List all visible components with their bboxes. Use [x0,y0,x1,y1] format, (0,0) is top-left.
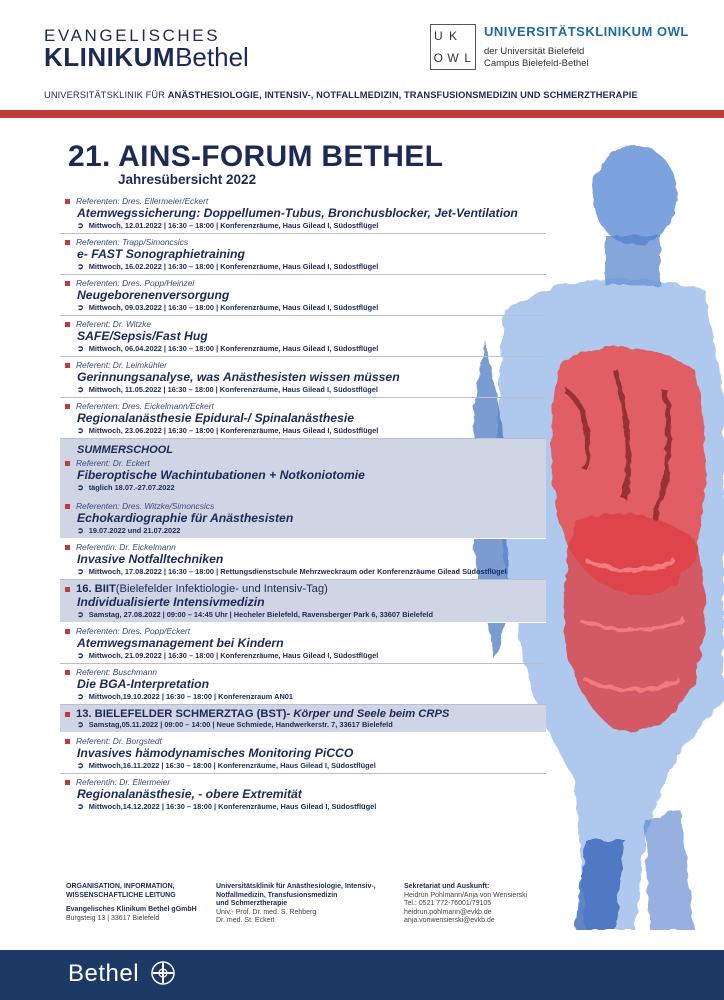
department-line [44,90,638,100]
footer-heading: ORGANISATION, INFORMATION, [66,883,175,890]
event-meta [77,720,546,729]
event-item [60,398,546,439]
event-item [60,664,546,705]
arrow-icon: ➲ [77,344,84,353]
ekb-logo-top: EVANGELISCHES [44,26,221,45]
header [0,0,724,110]
arrow-icon: ➲ [77,692,84,701]
speaker-text: Referent: Dr. Borgstedt [76,736,162,746]
meta-text: Mittwoch, 21.09.2022 | 16:30 – 18:00 | Konferenzräume, Haus Gilead I, Südostflügel [88,651,379,660]
arrow-icon: ➲ [77,761,84,770]
meta-text: Mittwoch,19.10.2022 | 16:30 – 18:00 | Konferenzraum AN01 [88,692,294,701]
bst-desc: - Körper und Seele beim CRPS [286,708,450,720]
footer-heading: und Schmerztherapie [216,900,288,908]
ukowl-letter: U [433,29,443,43]
bullet-icon [65,240,70,245]
bullet-icon [65,780,70,785]
meta-text: Mittwoch, 16.02.2022 | 16:30 – 18:00 | Konferenzräume, Haus Gilead I, Südostflügel [88,262,379,271]
event-speaker [65,667,546,677]
meta-text: Mittwoch,14.12.2022 | 16:30 – 18:00 | Konferenzräume, Haus Gilead I, Südostflügel [88,802,377,811]
meta-text: Mittwoch,16.11.2022 | 16:30 – 18:00 | Konferenzräume, Haus Gilead I, Südostflügel [88,761,376,770]
biit-desc: (Bielefelder Infektiologie- und Intensiv-Tag) [115,583,328,595]
speaker-text: Referent: Dr. Leimkühler [76,360,167,370]
meta-text: täglich 18.07.-27.07.2022 [88,483,175,492]
speaker-text: Referentin: Dr. Eickelmann [76,542,176,552]
bullet-icon [65,404,70,409]
event-speaker [65,501,546,511]
bullet-icon [65,504,70,509]
event-speaker [65,237,546,247]
footer-heading: WISSENSCHAFTLICHE LEITUNG [66,891,176,899]
event-title: Invasives hämodynamisches Monitoring PiCCO [77,746,354,760]
event-item [60,623,546,664]
event-item [60,193,546,234]
bullet-icon [65,670,70,675]
speaker-text: Referenten: Dres. Popp/Eckert [76,626,191,636]
event-meta [77,385,546,394]
event-speaker [65,542,546,552]
footer-phone: Tel.: 0521 772-76001/79105 [404,900,492,908]
speaker-text: Referenten: Dres. Popp/Heinzel [76,278,195,288]
event-item [60,733,546,774]
speaker-text: Referenten: Dres. Witzke/Simoncsics [76,501,215,511]
event-meta [77,610,546,619]
ukowl-letter: W [447,51,459,65]
event-meta [77,761,546,770]
arrow-icon: ➲ [77,651,84,660]
footer-email-link[interactable]: anja.vonwensierski@evkb.de [404,917,495,925]
event-speaker [65,401,546,411]
arrow-icon: ➲ [77,526,84,535]
bullet-icon [65,712,70,717]
event-speaker [65,626,546,636]
department-name: ANÄSTHESIOLOGIE, INTENSIV-, NOTFALLMEDIZIN, TRANSFUSIONSMEDIZIN UND SCHMERZTHERAPIE [167,90,638,100]
bst-block [60,705,546,733]
arrow-icon: ➲ [77,303,84,312]
event-item [60,539,546,580]
footer-heading: Universitätsklinik für Anästhesiologie, Intensiv-, [216,883,376,890]
event-meta [77,221,546,230]
event-speaker [65,278,546,288]
arrow-icon: ➲ [77,385,84,394]
speaker-text: Referenten: Trapp/Simoncsics [76,237,189,247]
speaker-text: Referentin: Dr. Ellermeier [76,777,171,787]
arrow-icon: ➲ [77,221,84,230]
summerschool-block [60,439,546,539]
ukowl-subtitle: Campus Bielefeld-Bethel [484,58,589,69]
event-meta [77,567,546,576]
ekb-logo-bold: KLINIKUM [44,42,176,72]
event-item [60,234,546,275]
meta-text: Mittwoch, 09.03.2022 | 16:30 – 18:00 | Konferenzräume, Haus Gilead I, Südostflügel [88,303,379,312]
footer-organisation [66,883,197,923]
bullet-icon [65,322,70,327]
biit-heading [65,583,546,595]
department-prefix: UNIVERSITÄTSKLINIK FÜR [44,90,168,100]
speaker-text: Referenten: Dres. Ellermeier/Eckert [76,196,209,206]
arrow-icon: ➲ [77,610,84,619]
event-meta [77,483,546,492]
footer-person: Univ.- Prof. Dr. med. S. Rehberg [216,908,317,916]
meta-text: Mittwoch, 23.06.2022 | 16:30 – 18:00 | Konferenzräume, Haus Gilead I, Südostflügel [88,426,379,435]
bethel-wordmark: Bethel [68,960,140,987]
event-title: Invasive Notfalltechniken [77,552,224,566]
event-meta [77,651,546,660]
event-title: Atemwegsmanagement bei Kindern [77,636,284,650]
meta-text: Mittwoch, 06.04.2022 | 16:30 – 18:00 | Konferenzräume, Haus Gilead I, Südostflügel [88,344,379,353]
event-title: Regionalanästhesie Epidural-/ Spinalanästhesie [77,411,355,425]
event-speaker [65,360,546,370]
event-item [60,316,546,357]
footer-address: Burgsteig 13 | 33617 Bielefeld [66,914,160,922]
event-item [60,774,546,814]
speaker-text: Referent: Dr. Eckert [76,458,150,468]
footer-heading: Sekretariat und Auskunft: [404,883,490,890]
bst-name: 13. BIELEFELDER SCHMERZTAG (BST) [76,708,287,720]
event-meta [77,426,546,435]
meta-text: Samstag, 27.08.2022 | 09:00 – 14:45 Uhr | Hecheler Bielefeld, Ravensberger Park 6, 33607 Bielefeld [88,610,433,619]
bethel-logo [68,960,176,988]
ukowl-letter [460,25,475,47]
meta-text: Mittwoch, 17.08.2022 | 16:30 – 18:00 | Rettungsdienstschule Mehrzweckraum oder Konferenzräume Gilead Südostflügel [88,567,507,576]
bullet-icon [65,587,70,592]
arrow-icon: ➲ [77,720,84,729]
meta-text: Samstag,05.11.2022 | 09:00 – 14:00 | Neue Schmiede, Handwerkerstr. 7, 33617 Bielefeld [88,720,393,729]
red-divider [0,110,724,118]
footer-heading: Notfallmedizin, Transfusionsmedizin [216,891,338,899]
ukowl-letter: L [464,51,471,65]
ukowl-letter: K [448,29,457,43]
event-title: Atemwegssicherung: Doppellumen-Tubus, Bronchusblocker, Jet-Ventilation [77,206,518,220]
bullet-icon [65,363,70,368]
arrow-icon: ➲ [77,567,84,576]
footer-clinic [216,883,376,926]
event-item [60,357,546,398]
event-title: Individualisierte Intensivmedizin [77,595,265,609]
event-title: Echokardiographie für Anästhesisten [77,511,294,525]
event-title: SAFE/Sepsis/Fast Hug [77,329,208,343]
bullet-icon [65,199,70,204]
footer-email-link[interactable]: heidrun.pohlmann@evkb.de [404,908,492,916]
event-title: Neugeborenenversorgung [77,288,230,302]
bullet-icon [65,281,70,286]
ukowl-letter: O [433,51,443,65]
event-speaker [65,458,546,468]
event-title: Die BGA-Interpretation [77,677,210,691]
bullet-icon [65,629,70,634]
biit-name: 16. BIIT [76,583,116,595]
ukowl-logo-box [430,24,476,70]
event-meta [77,303,546,312]
event-list [60,193,546,814]
event-meta [77,692,546,701]
bethel-emblem-icon [150,960,176,986]
arrow-icon: ➲ [77,426,84,435]
ukowl-name: UNIVERSITÄTSKLINIKUM OWL [484,24,689,39]
footer [66,883,666,943]
event-speaker [65,736,546,746]
arrow-icon: ➲ [77,802,84,811]
bullet-icon [65,739,70,744]
event-meta [77,526,546,535]
event-speaker [65,319,546,329]
ukowl-subtitle: der Universität Bielefeld [484,46,585,57]
bst-heading [65,708,546,720]
event-meta [77,344,546,353]
meta-text: Mittwoch, 11.05.2022 | 16:30 – 18:00 | Konferenzräume, Haus Gilead I, Südostflügel [88,385,378,394]
event-speaker [65,196,546,206]
event-title: Gerinnungsanalyse, was Anästhesisten wissen müssen [77,370,400,384]
biit-block [60,580,546,623]
meta-text: 19.07.2022 und 21.07.2022 [88,526,181,535]
footer-org-name: Evangelisches Klinikum Bethel gGmbH [66,906,197,914]
event-title: Regionalanästhesie, - obere Extremität [77,787,302,801]
footer-person: Dr. med. St. Eckert [216,917,275,925]
ekb-logo-thin: Bethel [175,42,249,72]
page-title: 21. AINS-FORUM BETHEL [68,140,444,173]
footer-contact [404,883,527,926]
event-title: Fiberoptische Wachintubationen + Notkoniotomie [77,468,365,482]
speaker-text: Referent: Buschmann [76,667,158,677]
arrow-icon: ➲ [77,262,84,271]
event-item [60,275,546,316]
bullet-icon [65,461,70,466]
page-subtitle: Jahresübersicht 2022 [118,172,257,187]
event-title: e- FAST Sonographietraining [77,247,245,261]
ekb-logo [44,42,249,73]
event-meta [77,262,546,271]
arrow-icon: ➲ [77,483,84,492]
speaker-text: Referenten: Dres. Eickelmann/Eckert [76,401,214,411]
meta-text: Mittwoch, 12.01.2022 | 16:30 – 18:00 | Konferenzräume, Haus Gilead I, Südostflügel [88,221,379,230]
bullet-icon [65,545,70,550]
event-speaker [65,777,546,787]
speaker-text: Referent: Dr. Witzke [76,319,152,329]
event-meta [77,802,546,811]
summerschool-label: SUMMERSCHOOL [77,444,173,456]
footer-contact-names: Heidrun Pohlmann/Anja von Wensierski [404,891,528,899]
